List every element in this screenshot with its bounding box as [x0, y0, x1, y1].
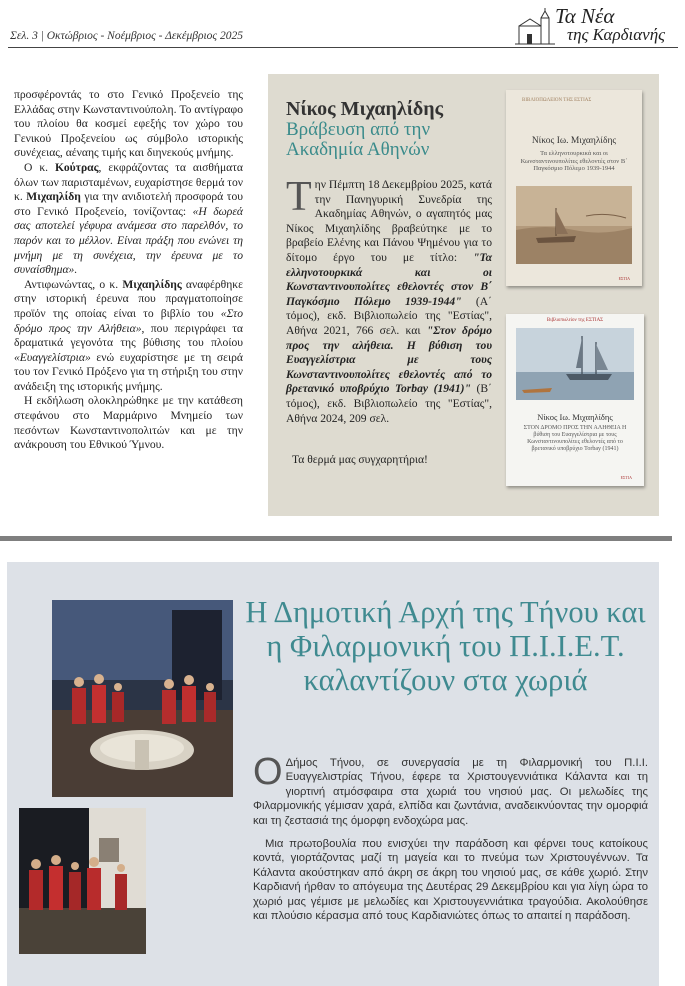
article-continuation [14, 88, 243, 453]
sepia-ship-image [516, 186, 632, 264]
ship-photo-image [516, 328, 634, 400]
award-box [268, 74, 659, 516]
article-body [253, 751, 648, 932]
paragraph: Η εκδήλωση ολοκληρώθηκε με την κατάθεση στεφάνου στο Μαρμάρινο Μνημείο των πεσόντων Κωνσταντινοπολιτών και με την ανάκρουση του Εθνικού Ύμνου. [14, 394, 243, 452]
book-cover-vol1: ΒΙΒΛΙΟΠΩΛΕΙΟΝ ΤΗΣ ΕΣΤΙΑΣ Νίκος Ιω. Μιχαηλίδης Τα ελληνοτουρκικά και οι Κωνσταντινουπολίτες εθελοντές στον Β΄ Παγκόσμιο Πόλεμο 1939-1944 ΕΣΤΙΑ [506, 90, 642, 286]
drop-cap: Ο [253, 751, 283, 793]
award-subtitle: Βράβευση από την Ακαδημία Αθηνών [286, 119, 431, 160]
page-header [0, 0, 685, 50]
page-info: Σελ. 3 | Οκτώβριος - Νοέμβριος - Δεκέμβριος 2025 [10, 30, 243, 42]
award-text: Την Πέμπτη 18 Δεκεμβρίου 2025, κατά την Πανηγυρική Συνεδρία της Ακαδημίας Αθηνών, ο αγαπητός μας Νίκος Μιχαηλίδης βραβεύτηκε με το βραβείο Ελένης και Πάνου Ψημένου για το δίτομο έργο του με τίτλο: "Τα ελληνοτουρκικά και οι Κωνσταντινουπολίτες εθελοντές στον Β΄ Παγκόσμιο Πόλεμο 1939-1944" (Α΄ τόμος), εκδ. Βιβλιοπωλείο της "Εστίας", Αθήνα 2021, 766 σελ. και "Στον δρόμο προς την αλήθεια. Η βύθιση του Ευαγγελίστρια με τους Κωνσταντινουπολίτες εθελοντές από το βρετανικό υποβρύχιο Torbay (1941)" (Β΄ τόμος), εκδ. Βιβλιοπωλείο της "Εστίας", Αθήνα 2024, 209 σελ. [286, 174, 492, 425]
book-author: Νίκος Ιω. Μιχαηλίδης [537, 412, 613, 422]
village-carols-photo [19, 808, 146, 954]
logo-line1: Τα Νέα [555, 4, 615, 28]
award-name: Νίκος Μιχαηλίδης [286, 98, 444, 120]
article-title: Η Δημοτική Αρχή της Τήνου και η Φιλαρμονική του Π.Ι.Ι.Ε.Τ. καλαντίζουν στα χωριά [245, 595, 646, 697]
paragraph: Ο Δήμος Τήνου, σε συνεργασία με τη Φιλαρμονική του Π.Ι.Ι. Ευαγγελιστρίας Τήνου, έφερε τα Χριστουγεννιάτικα Κάλαντα και τη γιορτινή ατμόσφαιρα στα χωριά του νησιού μας. Οι μελωδίες της Φιλαρμονικής γέμισαν χαρά, ελπίδα και ζωντάνια, αναδεικνύοντας την ομορφιά και τη ζεστασιά της όμορφη ενδοχώρα μας. [253, 751, 648, 827]
section-divider [0, 536, 672, 541]
paragraph: προσφέροντάς το στο Γενικό Προξενείο της Ελλάδας στην Κωνσταντινούπολη. Το αντίγραφο του πλοίου θα κοσμεί εφεξής τον χώρο του Γενικού Προξενείου ως σύμβολο ιστορικής συνέχειας, αέναης τιμής και διηνεκούς μνήμης. [14, 88, 243, 160]
logo-line2: της Καρδιανής [567, 25, 666, 44]
book-title: Τα ελληνοτουρκικά και οι Κωνσταντινουπολίτες εθελοντές στον Β΄ Παγκόσμιο Πόλεμο 1939-1944 [520, 150, 628, 172]
book-title: ΣΤΟΝ ΔΡΟΜΟ ΠΡΟΣ ΤΗΝ ΑΛΗΘΕΙΑ Η βύθιση του Ευαγγελίστρια με τους Κωνσταντινουπολίτες εθελοντές από το βρετανικό υποβρύχιο Torbay (1941) [523, 425, 627, 452]
carols-article [7, 562, 659, 986]
church-logo-icon [515, 8, 555, 46]
carol-singers-photo [52, 600, 233, 797]
paragraph: Αντιφωνώντας, ο κ. Μιχαηλίδης αναφέρθηκε στην ιστορική έρευνα που πραγματοποίησε προϊόν της οποίας είναι το βιβλίο του «Στο δρόμο προς την Αλήθεια», που περιγράφει τα δραματικά γεγονότα της βύθισης του πλοίου «Ευαγγελίστρια» ενώ ευχαρίστησε με τη σειρά του τον Γενικό Πρόξενο για τη στήριξη του στην ανάδειξη της ιστορικής μνήμης. [14, 277, 243, 393]
paragraph: Μια πρωτοβουλία που ενισχύει την παράδοση και φέρνει τους κατοίκους κοντά, γιορτάζοντας μαζί τη μαγεία και το πνεύμα των Χριστουγέννων. Τα Κάλαντα ακούστηκαν από άκρη σε άκρη του νησιού μας, σε κάθε χωριό. Στην Καρδιανή ήρθαν το απόγευμα της Δευτέρας 29 Δεκεμβρίου και για λίγη ώρα το χωριό μας γέμισε με μελωδίες και Χριστουγεννιάτικα τραγούδια. Ακολούθησε και πλούσιο κέρασμα από τους Καρδιανιώτες όπως το απαιτεί η παράδοση. [253, 838, 648, 923]
book-author: Νίκος Ιω. Μιχαηλίδης [531, 136, 617, 146]
congratulations: Τα θερμά μας συγχαρητήρια! [292, 453, 428, 466]
header-divider [8, 47, 678, 48]
paragraph: Ο κ. Κούτρας, εκφράζοντας τα αισθήματα όλων των παρισταμένων, ευχαρίστησε θερμά τον κ. Μιχαηλίδη για την ανιδιοτελή προσφορά του στο Γενικό Προξενείο, τονίζοντας: «Η δωρεά σας αποτελεί γέφυρα ανάμεσα στο παρελθόν, το παρόν και το μέλλον. Είναι πράξη που ενώνει τη μνήμη με τη συνέχεια, την έρευνα με το συναίσθημα». [14, 160, 243, 277]
drop-cap: Τ [286, 174, 312, 220]
book-cover-vol2: Βιβλιοπωλείον της ΕΣΤΙΑΣ Νίκος Ιω. Μιχαηλίδης ΣΤΟΝ ΔΡΟΜΟ ΠΡΟΣ ΤΗΝ ΑΛΗΘΕΙΑ Η βύθιση του Ευαγγελίστρια με τους Κωνσταντινουπολίτες εθελοντές από το βρετανικό υποβρύχιο Torbay (1941) ΕΣΤΙΑ [506, 314, 644, 486]
newspaper-logo [515, 4, 665, 46]
